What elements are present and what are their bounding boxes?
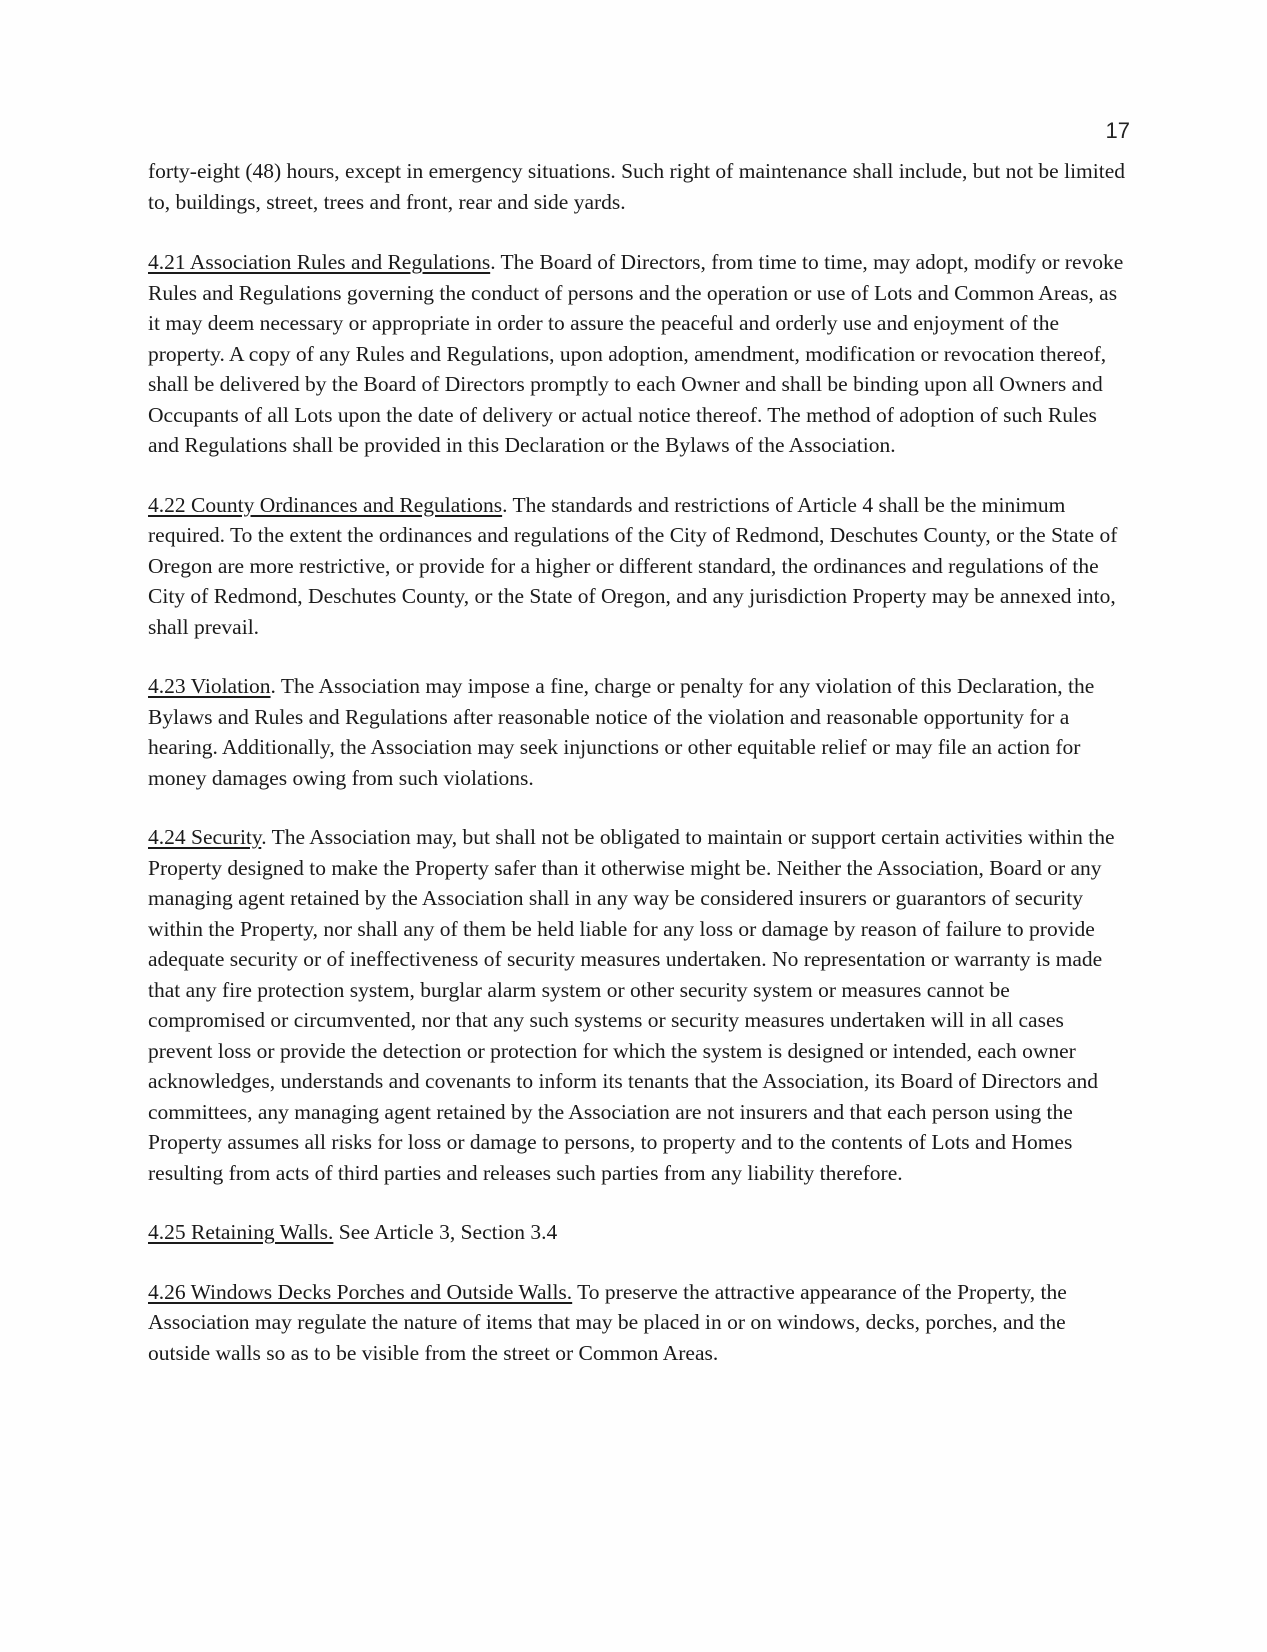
paragraph-maintenance-continued [148, 156, 1128, 217]
page-number: 17 [1105, 118, 1130, 143]
section-text: . The Association may, but shall not be obligated to maintain or support certain activities within the Property designed to make the Property safer than it otherwise might be. Neither the Association, Board or any managing agent retained by the Association shall in any way be considered insurers or guarantors of security within the Property, nor shall any of them be held liable for any loss or damage by reason of failure to provide adequate security or of ineffectiveness of security measures undertaken. No representation or warranty is made that any fire protection system, burglar alarm system or other security system or measures cannot be compromised or circumvented, nor that any such systems or security measures undertaken will in all cases prevent loss or provide the detection or protection for which the system is designed or intended, each owner acknowledges, understands and covenants to inform its tenants that the Association, its Board of Directors and committees, any managing agent retained by the Association are not insurers and that each person using the Property assumes all risks for loss or damage to persons, to property and to the contents of Lots and Homes resulting from acts of third parties and releases such parties from any liability therefore. [148, 825, 1115, 1185]
section-4-21 [148, 247, 1128, 461]
section-text: . The Board of Directors, from time to time, may adopt, modify or revoke Rules and Regulations governing the conduct of persons and the operation or use of Lots and Common Areas, as it may deem necessary or appropriate in order to assure the peaceful and orderly use and enjoyment of the property. A copy of any Rules and Regulations, upon adoption, amendment, modification or revocation thereof, shall be delivered by the Board of Directors promptly to each Owner and shall be binding upon all Owners and Occupants of all Lots upon the date of delivery or actual notice thereof. The method of adoption of such Rules and Regulations shall be provided in this Declaration or the Bylaws of the Association. [148, 250, 1124, 457]
section-4-25 [148, 1217, 1128, 1248]
section-4-24 [148, 822, 1128, 1188]
section-heading: 4.23 Violation [148, 674, 271, 698]
document-body [148, 156, 1128, 1397]
section-heading: 4.24 Security [148, 825, 262, 849]
section-text: . The standards and restrictions of Article 4 shall be the minimum required. To the extent the ordinances and regulations of the City of Redmond, Deschutes County, or the State of Oregon are more restrictive, or provide for a higher or different standard, the ordinances and regulations of the City of Redmond, Deschutes County, or the State of Oregon, and any jurisdiction Property may be annexed into, shall prevail. [148, 492, 1118, 639]
section-text: . The Association may impose a fine, charge or penalty for any violation of this Declaration, the Bylaws and Rules and Regulations after reasonable notice of the violation and reasonable opportunity for a hearing. Additionally, the Association may seek injunctions or other equitable relief or may file an action for money damages owing from such violations. [148, 674, 1095, 790]
section-4-26 [148, 1277, 1128, 1369]
section-heading: 4.22 County Ordinances and Regulations [148, 492, 503, 517]
section-heading: 4.21 Association Rules and Regulations [148, 250, 491, 274]
section-4-23 [148, 671, 1128, 793]
section-text: See Article 3, Section 3.4 [333, 1220, 558, 1244]
section-text: To preserve the attractive appearance of the Property, the Association may regulate the nature of items that may be placed in or on windows, decks, porches, and the outside walls so as to be visible from the street or Common Areas. [148, 1279, 1067, 1365]
section-4-22 [148, 490, 1128, 643]
section-heading: 4.26 Windows Decks Porches and Outside Walls. [148, 1279, 573, 1304]
paragraph-text: forty-eight (48) hours, except in emergency situations. Such right of maintenance shall include, but not be limited to, buildings, street, trees and front, rear and side yards. [148, 159, 1126, 214]
section-heading: 4.25 Retaining Walls. [148, 1220, 334, 1244]
